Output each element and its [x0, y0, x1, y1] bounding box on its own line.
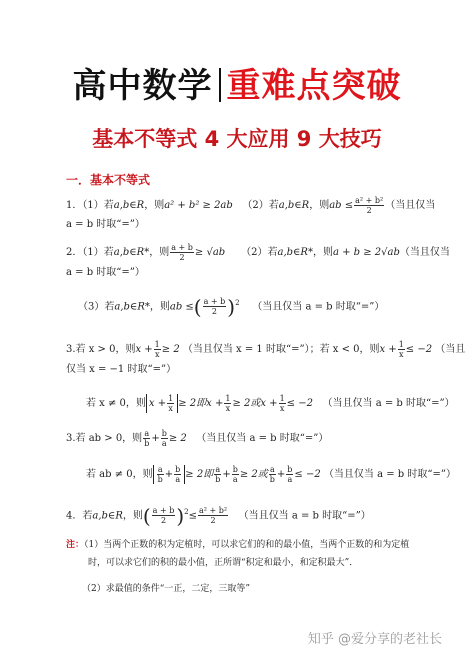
item-1b-fraction: $\frac{\text{a² + b²}}{2}$ [355, 196, 384, 215]
item-2b-prefix: （2）若 [241, 247, 278, 258]
item-3c-fraction-2: $\frac{1}{x}$ [225, 394, 231, 413]
page-subtitle: 基本不等式 4 大应用 9 大技巧 [92, 127, 382, 151]
item-2a-condition: a,b∈R* [113, 247, 150, 258]
item-4a-fraction-1: $\frac{a}{b}$ [144, 429, 150, 448]
item-4b-prefix: 若 ab ≠ 0，则 [86, 469, 153, 480]
page-title [0, 58, 474, 107]
item-1b-suffix: （当且仅当 [385, 200, 436, 211]
item-5-condition: a,b∈R [92, 510, 123, 522]
item-4b-suffix: （当且仅当 a = b 时取“=”） [323, 469, 456, 480]
item-5-fraction: $\frac{a + b}{2}$ [152, 506, 175, 526]
item-2d-suffix: （当且仅当 a = b 时取“=”） [252, 301, 385, 313]
item-1a-inequality: a² + b² ≥ 2ab [164, 200, 233, 211]
note-1-line-2: 时，可以求它们的积的最小值，正所谓“积定和最小，和定积最大”． [88, 558, 359, 568]
item-3a-rhs-2: ≤ −2 [405, 344, 433, 355]
item-4b-rest-2: ≥ 2或 [239, 469, 268, 480]
item-2d-fraction: $\frac{a + b}{2}$ [203, 297, 226, 317]
item-1b-prefix: （2）若 [242, 200, 279, 211]
item-1b-then: ，则 [309, 200, 330, 211]
title-left: 高中数学 [72, 66, 213, 106]
item-5-prefix: 4．若 [66, 510, 93, 522]
item-1b-lhs: ab ≤ [329, 200, 354, 211]
item-2b-condition: a,b∈R* [277, 247, 313, 258]
item-5-le: ≤ [188, 510, 198, 522]
item-3c-rest-3: ≤ −2 [286, 398, 313, 409]
item-4-line-2: 若 ab ≠ 0，则 $\frac{a}{b}$ + $\frac{b}{a}$ ≥ 2即 $\frac{a}{b}$ + $\frac{b}{a}$ ≥ 2或 $\frac{a}{b}$ + $\frac{b}{a}$ ≤ −2 （当且仅当 a = b 时取“=”） [86, 465, 456, 484]
item-4a-fraction-2: $\frac{b}{a}$ [161, 429, 167, 448]
item-5-fraction-2: $\frac{\text{a² + b²}}{2}$ [199, 506, 228, 526]
item-2d-exponent: 2 [235, 299, 240, 307]
item-3c-suffix: （当且仅当 a = b 时取“=”） [322, 398, 455, 409]
item-3c-prefix: 若 x ≠ 0，则 [86, 398, 146, 409]
item-4b-absolute: $\frac{a}{b}$ + $\frac{b}{a}$ [153, 465, 186, 484]
item-2-line-1 [66, 243, 450, 262]
item-4a-suffix: （当且仅当 a = b 时取“=”） [196, 433, 329, 444]
item-4-line-1 [66, 429, 328, 448]
title-separator [219, 68, 221, 102]
item-2a-rhs: ≥ √ab [194, 247, 226, 258]
item-1-line-1 [66, 196, 435, 215]
item-2d-condition: a,b∈R* [114, 301, 150, 313]
item-4b-rest-3: ≤ −2 [294, 469, 321, 480]
note-1-line-1 [66, 538, 409, 552]
item-3a-fraction: $\frac{1}{x}$ [154, 340, 160, 359]
item-1a-prefix: 1．（1）若 [66, 200, 114, 211]
item-3-line-3 [86, 394, 455, 413]
item-3a-middle: （当且仅当 x = 1 时取“=”）；若 x < 0，则 [182, 344, 380, 355]
item-3a-expr-2: x + [379, 344, 397, 355]
item-2a-then: ，则 [149, 247, 170, 258]
item-2b-suffix: （当且仅当 [399, 247, 450, 258]
item-1a-condition: a,b∈R [113, 200, 145, 211]
item-2b-inequality: a + b ≥ 2√ab [332, 247, 400, 258]
item-3-line-2: 仅当 x = −1 时取“=”） [66, 364, 177, 375]
item-5-exponent: 2 [184, 508, 189, 516]
item-3a-fraction-2: $\frac{1}{x}$ [398, 340, 404, 359]
item-4b-rest: ≥ 2即 [185, 469, 214, 480]
item-5-line: 4．若a,b∈R，则( $\frac{a + b}{2}$ )$^2$≤ $\frac{\text{a² + b²}}{2}$ （当且仅当 a = b 时取“=”） [66, 503, 371, 528]
item-3c-fraction-3: $\frac{1}{x}$ [279, 394, 285, 413]
item-3c-absolute: x + $\frac{1}{x}$ [146, 394, 178, 413]
item-3a-rhs: ≥ 2 [161, 344, 180, 355]
item-1-line-2: a = b 时取“=”） [66, 219, 145, 230]
item-4a-rhs: ≥ 2 [168, 433, 187, 444]
title-right: 重难点突破 [226, 66, 402, 106]
item-5-then: ，则 [122, 510, 143, 522]
item-2d-prefix: （3）若 [78, 301, 115, 313]
item-3c-rest-2: ≥ 2或x + [232, 398, 278, 409]
note-1a: （1）当两个正数的积为定植时，可以求它们的和的最小值，当两个正数的和为定植 [84, 540, 410, 550]
item-2d-lhs: ab ≤ [169, 301, 194, 313]
item-3a-prefix: 3.若 x > 0，则 [66, 344, 136, 355]
note-2: （2）求最值的条件“一正，二定，三取等” [82, 584, 250, 594]
watermark: 知乎 @爱分享的老社长 [307, 632, 442, 647]
item-3a-suffix: （当且 [435, 344, 466, 355]
item-4a-prefix: 3.若 ab > 0，则 [66, 433, 143, 444]
item-2-line-2: a = b 时取“=”） [66, 267, 145, 278]
item-3a-expr: x + [135, 344, 153, 355]
section-heading: 一．基本不等式 [66, 173, 151, 187]
item-4a-plus: + [151, 433, 160, 444]
item-2-line-3: （3）若a,b∈R*，则ab ≤( $\frac{a + b}{2}$ )$^2$ （当且仅当 a = b 时取“=”） [78, 294, 385, 319]
item-2a-prefix: 2．（1）若 [66, 247, 114, 258]
item-1a-then: ，则 [144, 200, 165, 211]
item-3c-rest: ≥ 2即x + [178, 398, 224, 409]
item-2b-then: ，则 [312, 247, 333, 258]
item-2d-then: ，则 [149, 301, 170, 313]
item-1b-condition: a,b∈R [278, 200, 310, 211]
item-5-suffix: （当且仅当 a = b 时取“=”） [238, 510, 371, 522]
note-label: 注： [66, 540, 85, 550]
item-2a-fraction: $\frac{a + b}{2}$ [171, 243, 193, 262]
item-3-line-1 [66, 340, 465, 359]
